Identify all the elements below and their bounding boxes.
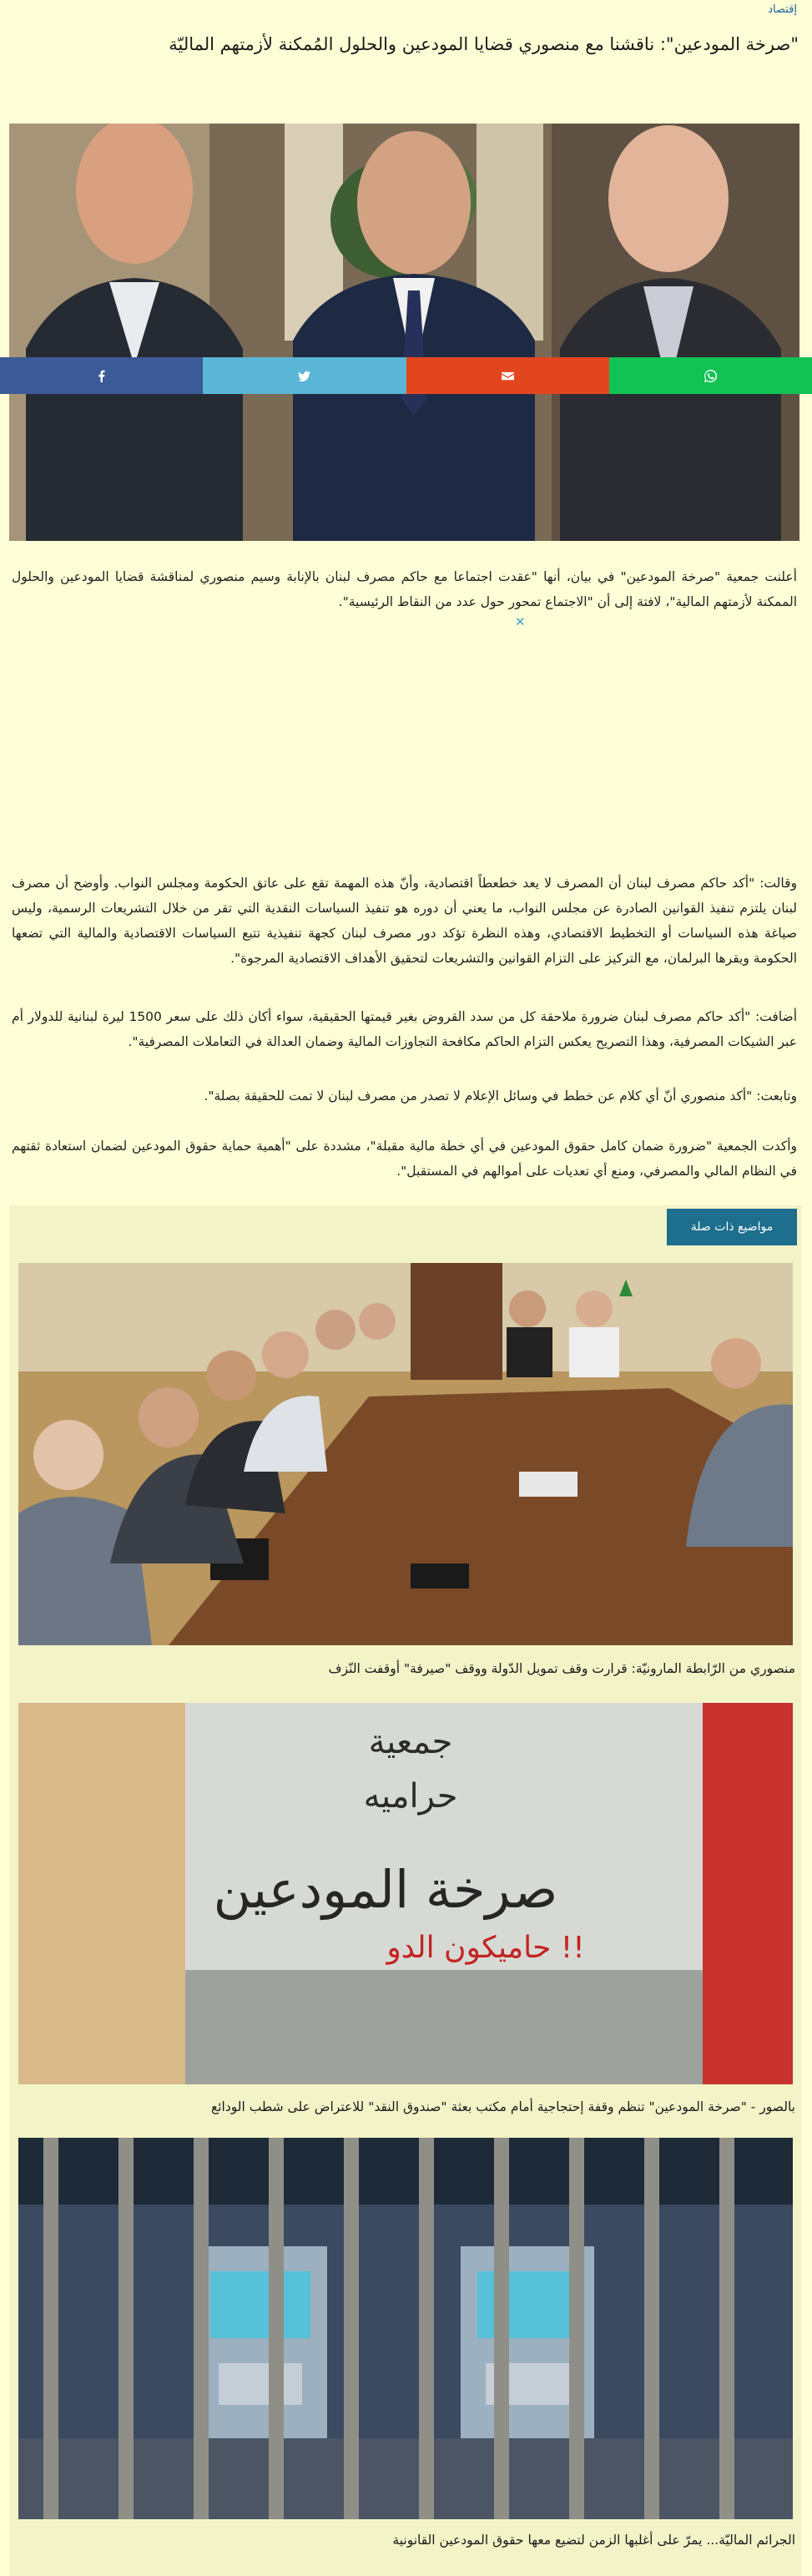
related-topics-tab[interactable]: مواضيع ذات صلة [667, 1209, 797, 1245]
category-link[interactable]: إقتصاد [768, 3, 797, 16]
whatsapp-icon [704, 370, 717, 382]
article-paragraph: أضافت: "أكد حاكم مصرف لبنان ضرورة ملاحقة كل من سدد القروض بغير قيمتها الحقيقية، سواء أكان ذلك على سعر 1500 ليرة لبنانية للدولار أم عبر الشيكات المصرفية، وهذا التصريح يعكس التزام الحاكم مكافحة التجاوزات المالية وضمان العدالة في التعاملات المصرفية". [12, 1009, 797, 1049]
article-headline: "صرخة المودعين": ناقشنا مع منصوري قضايا المودعين والحلول المُمكنة لأزمتهم الماليّة [169, 34, 799, 54]
hero-photo [9, 124, 799, 541]
article-paragraph: وأكدت الجمعية "ضرورة ضمان كامل حقوق المودعين في أي خطة مالية مقبلة"، مشددة على "أهمية حماية حقوق المودعين لضمان استعادة ثقتهم في النظام المالي والمصرفي، ومنع أي تعديات على أموالهم في المستقبل". [12, 1139, 797, 1179]
related-item-image[interactable] [18, 1263, 793, 1645]
graffiti-text: !! حاميكون الدو [386, 1931, 585, 1965]
related-item-title[interactable]: بالصور - "صرخة المودعين" تنظم وقفة إحتجاجية أمام مكتب بعثة "صندوق النقد" للاعتراض على شطب الودائع [210, 2099, 795, 2114]
share-facebook-button[interactable] [0, 357, 203, 394]
related-item-title[interactable]: منصوري من الرّابطة المارونيّة: قرارت وقف تمويل الدّولة ووقف "صيرفة" أوقفت النّزف [328, 1661, 795, 1676]
article-paragraph: وقالت: "أكد حاكم مصرف لبنان أن المصرف لا يعد خطعطاً اقتصادية، وأنّ هذه المهمة تقع على عاتق الحكومة ومجلس النواب. وأوضح أن مصرف لبنان يلتزم تنفيذ القوانين الصادرة عن مجلس النواب، ما يعني أن دوره هو تنفيذ السياسات النقدية التي تقر من خلال التشريعات الرسمية، وليس صياغة هذه السياسات أو التخطيط الاقتصادي، وهذه النظرة تؤكد دور مصرف لبنان كجهة تنفيذية تتبع السياسات الاقتصادية والمالية التي تضعها الحكومة ويقرها البرلمان، مع التركيز على التزام القوانين والتشريعات لتحقيق الأهداف الاقتصادية المرجوة". [12, 876, 797, 966]
related-item-image[interactable] [18, 2138, 793, 2519]
related-item-title[interactable]: الجرائم الماليّة... يمرّ على أغلبها الزمن لتضيع معها حقوق المودعين القانونية [392, 2533, 795, 2548]
graffiti-text: جمعية [368, 1723, 453, 1761]
facebook-icon [95, 370, 108, 382]
graffiti-text: صرخة المودعين [213, 1859, 558, 1920]
related-item-image[interactable] [18, 1703, 793, 2084]
share-twitter-button[interactable] [203, 357, 406, 394]
ad-close-icon[interactable]: ✕ [515, 614, 526, 629]
share-bar [0, 357, 812, 394]
article-paragraph: أعلنت جمعية "صرخة المودعين" في بيان، أنها "عقدت اجتماعا مع حاكم مصرف لبنان بالإنابة وسيم منصوري لمناقشة قضايا المودعين والحلول الممكنة لأزمتهم المالية"، لافتة إلى أن "الاجتماع تمحور حول عدد من النقاط الرئيسية". [12, 569, 797, 609]
twitter-icon [298, 370, 310, 382]
share-email-button[interactable] [406, 357, 609, 394]
share-whatsapp-button[interactable] [609, 357, 812, 394]
article-paragraph: وتابعت: "أكد منصوري أنّ أي كلام عن خطط في وسائل الإعلام لا تصدر من مصرف لبنان لا تمت للحقيقة بصلة". [204, 1088, 797, 1104]
graffiti-text: حراميه [363, 1777, 458, 1816]
email-icon [502, 370, 514, 382]
